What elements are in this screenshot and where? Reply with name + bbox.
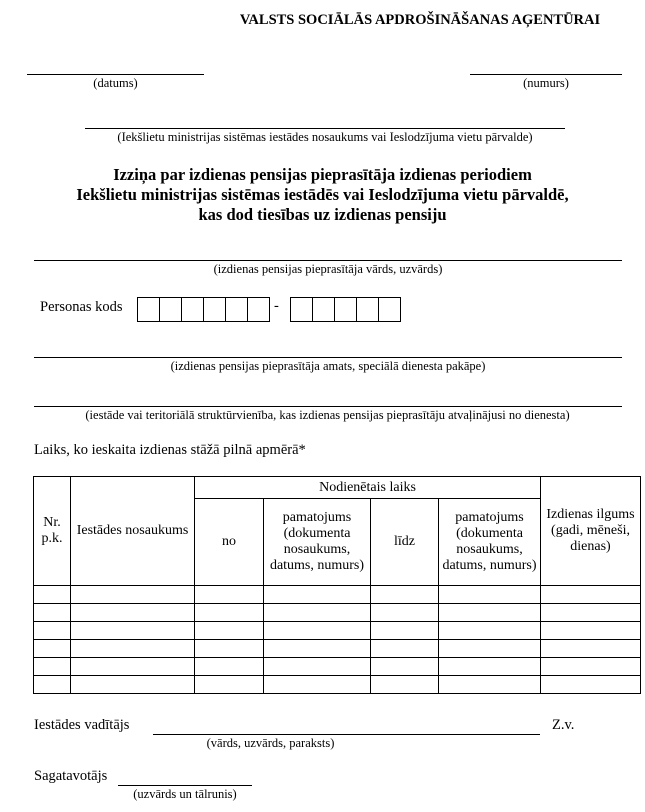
table-cell[interactable] [264,658,371,676]
table-cell[interactable] [34,676,71,694]
code-box[interactable] [138,298,160,321]
number-line [470,74,622,75]
table-cell[interactable] [195,586,264,604]
code-box[interactable] [182,298,204,321]
table-cell[interactable] [541,586,641,604]
table-cell[interactable] [371,640,439,658]
col-from-basis-header: pamatojums (dokumenta nosaukums, datums, numurs) [264,499,371,586]
applicant-name-line [34,260,622,261]
unit-caption: (iestāde vai teritoriālā struktūrvienība, kas izdienas pensijas pieprasītāju atvaļinājusi no dienesta) [85,408,570,422]
head-caption: (vārds, uzvārds, paraksts) [206,736,335,750]
table-cell[interactable] [439,586,541,604]
table-intro: Laiks, ko ieskaita izdienas stāžā pilnā apmērā* [34,442,306,458]
code-box[interactable] [357,298,379,321]
table-cell[interactable] [541,676,641,694]
table-cell[interactable] [34,604,71,622]
table-cell[interactable] [439,622,541,640]
code-box[interactable] [291,298,313,321]
table-cell[interactable] [371,586,439,604]
position-caption: (izdienas pensijas pieprasītāja amats, speciālā dienesta pakāpe) [170,359,486,373]
table-cell[interactable] [71,604,195,622]
position-line [34,357,622,358]
table-cell[interactable] [541,604,641,622]
code-box[interactable] [335,298,357,321]
col-institution-header: Iestādes nosaukums [71,477,195,586]
table-cell[interactable] [195,604,264,622]
table-cell[interactable] [264,640,371,658]
table-cell[interactable] [541,658,641,676]
code-box[interactable] [313,298,335,321]
prepared-line [118,785,252,786]
table-cell[interactable] [264,604,371,622]
table-cell[interactable] [71,586,195,604]
personal-code-separator: - [274,298,279,314]
table-cell[interactable] [34,622,71,640]
table-cell[interactable] [71,640,195,658]
code-box[interactable] [204,298,226,321]
table-cell[interactable] [439,604,541,622]
title-line-2: Iekšlietu ministrijas sistēmas iestādēs vai Ieslodzījuma vietu pārvaldē, [76,185,569,204]
table-cell[interactable] [195,658,264,676]
group-served-header: Nodienētais laiks [195,477,541,499]
table-row [34,658,641,676]
table-cell[interactable] [264,676,371,694]
head-label: Iestādes vadītājs [34,717,130,733]
code-box[interactable] [226,298,248,321]
prepared-label: Sagatavotājs [34,768,108,784]
code-box[interactable] [248,298,269,321]
institution-line [85,128,565,129]
col-from-header: no [195,499,264,586]
table-cell[interactable] [195,622,264,640]
table-cell[interactable] [371,676,439,694]
personal-code-part1[interactable] [137,297,270,322]
applicant-name-caption: (izdienas pensijas pieprasītāja vārds, uzvārds) [213,262,443,276]
seal-label: Z.v. [552,717,575,733]
table-cell[interactable] [439,658,541,676]
table-cell[interactable] [439,640,541,658]
col-duration-header: Izdienas ilgums (gadi, mēneši, dienas) [541,477,641,586]
table-row [34,622,641,640]
number-caption: (numurs) [523,76,569,90]
table-cell[interactable] [195,640,264,658]
prepared-caption: (uzvārds un tālrunis) [133,787,237,801]
head-signature-line [153,734,540,735]
code-box[interactable] [379,298,400,321]
table-cell[interactable] [71,622,195,640]
title-line-3: kas dod tiesības uz izdienas pensiju [198,205,447,224]
table-row [34,676,641,694]
table-cell[interactable] [371,622,439,640]
table-row [34,604,641,622]
table-cell[interactable] [34,640,71,658]
col-to-header: līdz [371,499,439,586]
table-cell[interactable] [34,658,71,676]
table-cell[interactable] [541,622,641,640]
table-cell[interactable] [371,604,439,622]
col-to-basis-header: pamatojums (dokumenta nosaukums, datums, numurs) [439,499,541,586]
table-cell[interactable] [34,586,71,604]
table-cell[interactable] [541,640,641,658]
table-cell[interactable] [195,676,264,694]
table-cell[interactable] [371,658,439,676]
date-line [27,74,204,75]
table-row [34,640,641,658]
table-cell[interactable] [264,586,371,604]
personal-code-label: Personas kods [40,299,123,315]
date-caption: (datums) [93,76,138,90]
table-cell[interactable] [439,676,541,694]
document-title [0,165,645,225]
addressee: VALSTS SOCIĀLĀS APDROŠINĀŠANAS AĢENTŪRAI [239,12,601,28]
title-line-1: Izziņa par izdienas pensijas pieprasītāja izdienas periodiem [113,165,532,184]
table-cell[interactable] [264,622,371,640]
unit-line [34,406,622,407]
col-nr-header: Nr. p.k. [34,477,71,586]
code-box[interactable] [160,298,182,321]
table-row [34,586,641,604]
institution-caption: (Iekšlietu ministrijas sistēmas iestādes nosaukums vai Ieslodzījuma vietu pārvalde) [117,130,533,144]
table-cell[interactable] [71,658,195,676]
table-cell[interactable] [71,676,195,694]
service-periods-table [33,476,641,694]
personal-code-part2[interactable] [290,297,401,322]
